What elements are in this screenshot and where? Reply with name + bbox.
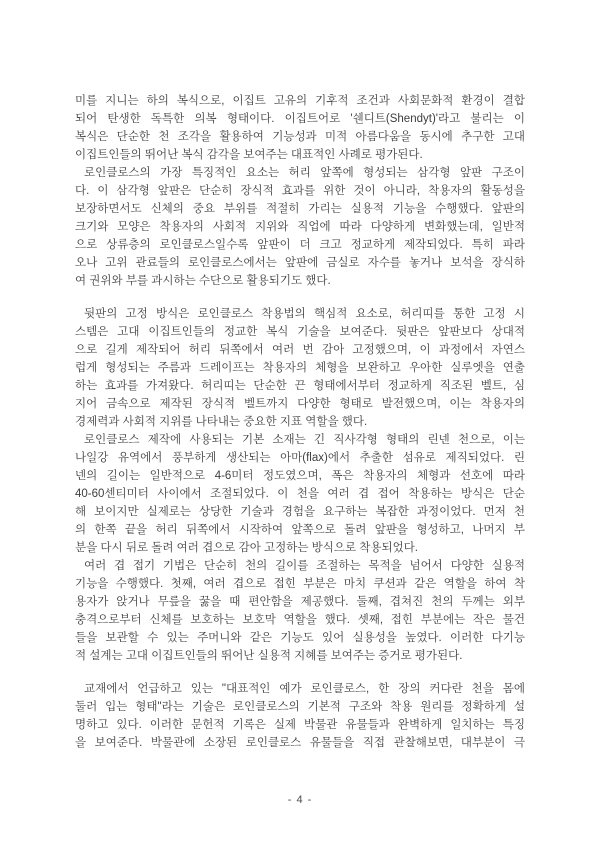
text-line: 경제력과 사회적 지위를 나타내는 중요한 지표 역할을 했다. (75, 416, 368, 428)
text-line: 크기와 모양은 착용자의 사회적 지위와 직업에 따라 다양하게 변화했는데, 일반적 (75, 221, 525, 233)
text-line: 나일강 유역에서 풍부하게 생산되는 아마(flax)에서 추출한 섬유로 제직되었다. 린 (75, 452, 525, 464)
text-line: 되어 탄생한 독특한 의복 형태이다. 이집트어로 '쉔디트(Shendyt)'라고 불리는 이 (75, 113, 525, 125)
text-line: 둘러 입는 형태"라는 기술은 로인클로스의 기본적 구조와 착용 원리를 정확하게 설 (75, 701, 525, 713)
text-line: 40-60센티미터 사이에서 조절되었다. 이 천을 여러 겹 접어 착용하는 방식은 단순 (75, 488, 525, 500)
page-number: - 4 - (287, 794, 313, 806)
text-line: 교재에서 언급하고 있는 "대표적인 예가 로인클로스, 한 장의 커다란 천을 몸에 (84, 683, 525, 695)
text-line: 을 보여준다. 박물관에 소장된 로인클로스 유물들을 직접 관찰해보면, 대부분이 극 (75, 737, 525, 749)
text-line: 여 권위와 부를 과시하는 수단으로 활용되기도 했다. (75, 275, 331, 287)
text-line: 오나 고위 관료들의 로인클로스에서는 앞판에 금실로 자수를 놓거나 보석을 장식하 (75, 257, 525, 269)
text-line: 명하고 있다. 이러한 문헌적 기록은 실제 박물관 유물들과 완벽하게 일치하는 특징 (75, 719, 525, 731)
text-line: 스템은 고대 이집트인들의 정교한 복식 기술을 보여준다. 뒷판은 앞판보다 상대적 (75, 326, 525, 338)
paragraph (75, 164, 525, 290)
text-line: 이집트인들의 뛰어난 복식 감각을 보여주는 대표적인 사례로 평가된다. (75, 149, 423, 161)
text-line: 다. 이 삼각형 앞판은 단순히 장식적 효과를 위한 것이 아니라, 착용자의 활동성을 (75, 185, 525, 197)
text-line: 럽게 형성되는 주름과 드레이프는 착용자의 체형을 보완하고 우아한 실루엣을 연출 (75, 362, 525, 374)
text-line: 의 한쪽 끝을 허리 뒤쪽에서 시작하여 앞쪽으로 돌려 앞판을 형성하고, 나머지 부 (75, 524, 525, 536)
text-line: 하는 효과를 가져왔다. 허리띠는 단순한 끈 형태에서부터 정교하게 직조된 벨트, 심 (75, 380, 525, 392)
text-line: 분을 다시 뒤로 돌려 여러 겹으로 감아 고정하는 방식으로 착용되었다. (75, 542, 418, 554)
text-line: 미를 지니는 하의 복식으로, 이집트 고유의 기후적 조건과 사회문화적 환경이 결합 (75, 95, 525, 107)
text-line: 로인클로스 제작에 사용되는 기본 소재는 긴 직사각형 형태의 린넨 천으로, 이는 (84, 434, 525, 446)
text-line: 뒷판의 고정 방식은 로인클로스 착용법의 핵심적 요소로, 허리띠를 통한 고정 시 (84, 308, 525, 320)
document-body (75, 92, 525, 752)
text-line: 여러 겹 접기 기법은 단순히 천의 길이를 조절하는 목적을 넘어서 다양한 실용적 (84, 560, 525, 572)
text-line: 으로 상류층의 로인클로스일수록 앞판이 더 크고 정교하게 제작되었다. 특히 파라 (75, 239, 525, 251)
text-line: 넨의 길이는 일반적으로 4-6미터 정도였으며, 폭은 착용자의 체형과 선호에 따라 (75, 470, 525, 482)
text-line: 으로 길게 제작되어 허리 뒤쪽에서 여러 번 감아 고정했으며, 이 과정에서 자연스 (75, 344, 525, 356)
text-line: 로인클로스의 가장 특징적인 요소는 허리 앞쪽에 형성되는 삼각형 앞판 구조이 (84, 167, 525, 179)
text-line: 기능을 수행했다. 첫째, 여러 겹으로 접힌 부분은 마치 쿠션과 같은 역할을 하여 착 (75, 578, 525, 590)
text-line: 보장하면서도 신체의 중요 부위를 적절히 가리는 실용적 기능을 수행했다. 앞판의 (75, 203, 525, 215)
paragraph (75, 431, 525, 557)
text-line: 들을 보관할 수 있는 주머니와 같은 기능도 있어 실용성을 높였다. 이러한 다기능 (75, 632, 525, 644)
text-line: 용자가 앉거나 무릎을 꿇을 때 편안함을 제공했다. 둘째, 겹쳐진 천의 두께는 외부 (75, 596, 525, 608)
paragraph (75, 557, 525, 665)
text-line: 해 보이지만 실제로는 상당한 기술과 경험을 요구하는 복잡한 과정이었다. 먼저 천 (75, 506, 525, 518)
paragraph (75, 680, 525, 752)
text-line: 적 설계는 고대 이집트인들의 뛰어난 실용적 지혜를 보여주는 증거로 평가된다. (75, 650, 463, 662)
text-line: 지어 금속으로 제작된 장식적 벨트까지 다양한 형태로 발전했으며, 이는 착용자의 (75, 398, 525, 410)
paragraph (75, 92, 525, 164)
text-line: 충격으로부터 신체를 보호하는 보호막 역할을 했다. 셋째, 접힌 부분에는 작은 물건 (75, 614, 525, 626)
text-line: 복식은 단순한 천 조각을 활용하여 기능성과 미적 아름다움을 동시에 추구한 고대 (75, 131, 525, 143)
paragraph (75, 305, 525, 431)
